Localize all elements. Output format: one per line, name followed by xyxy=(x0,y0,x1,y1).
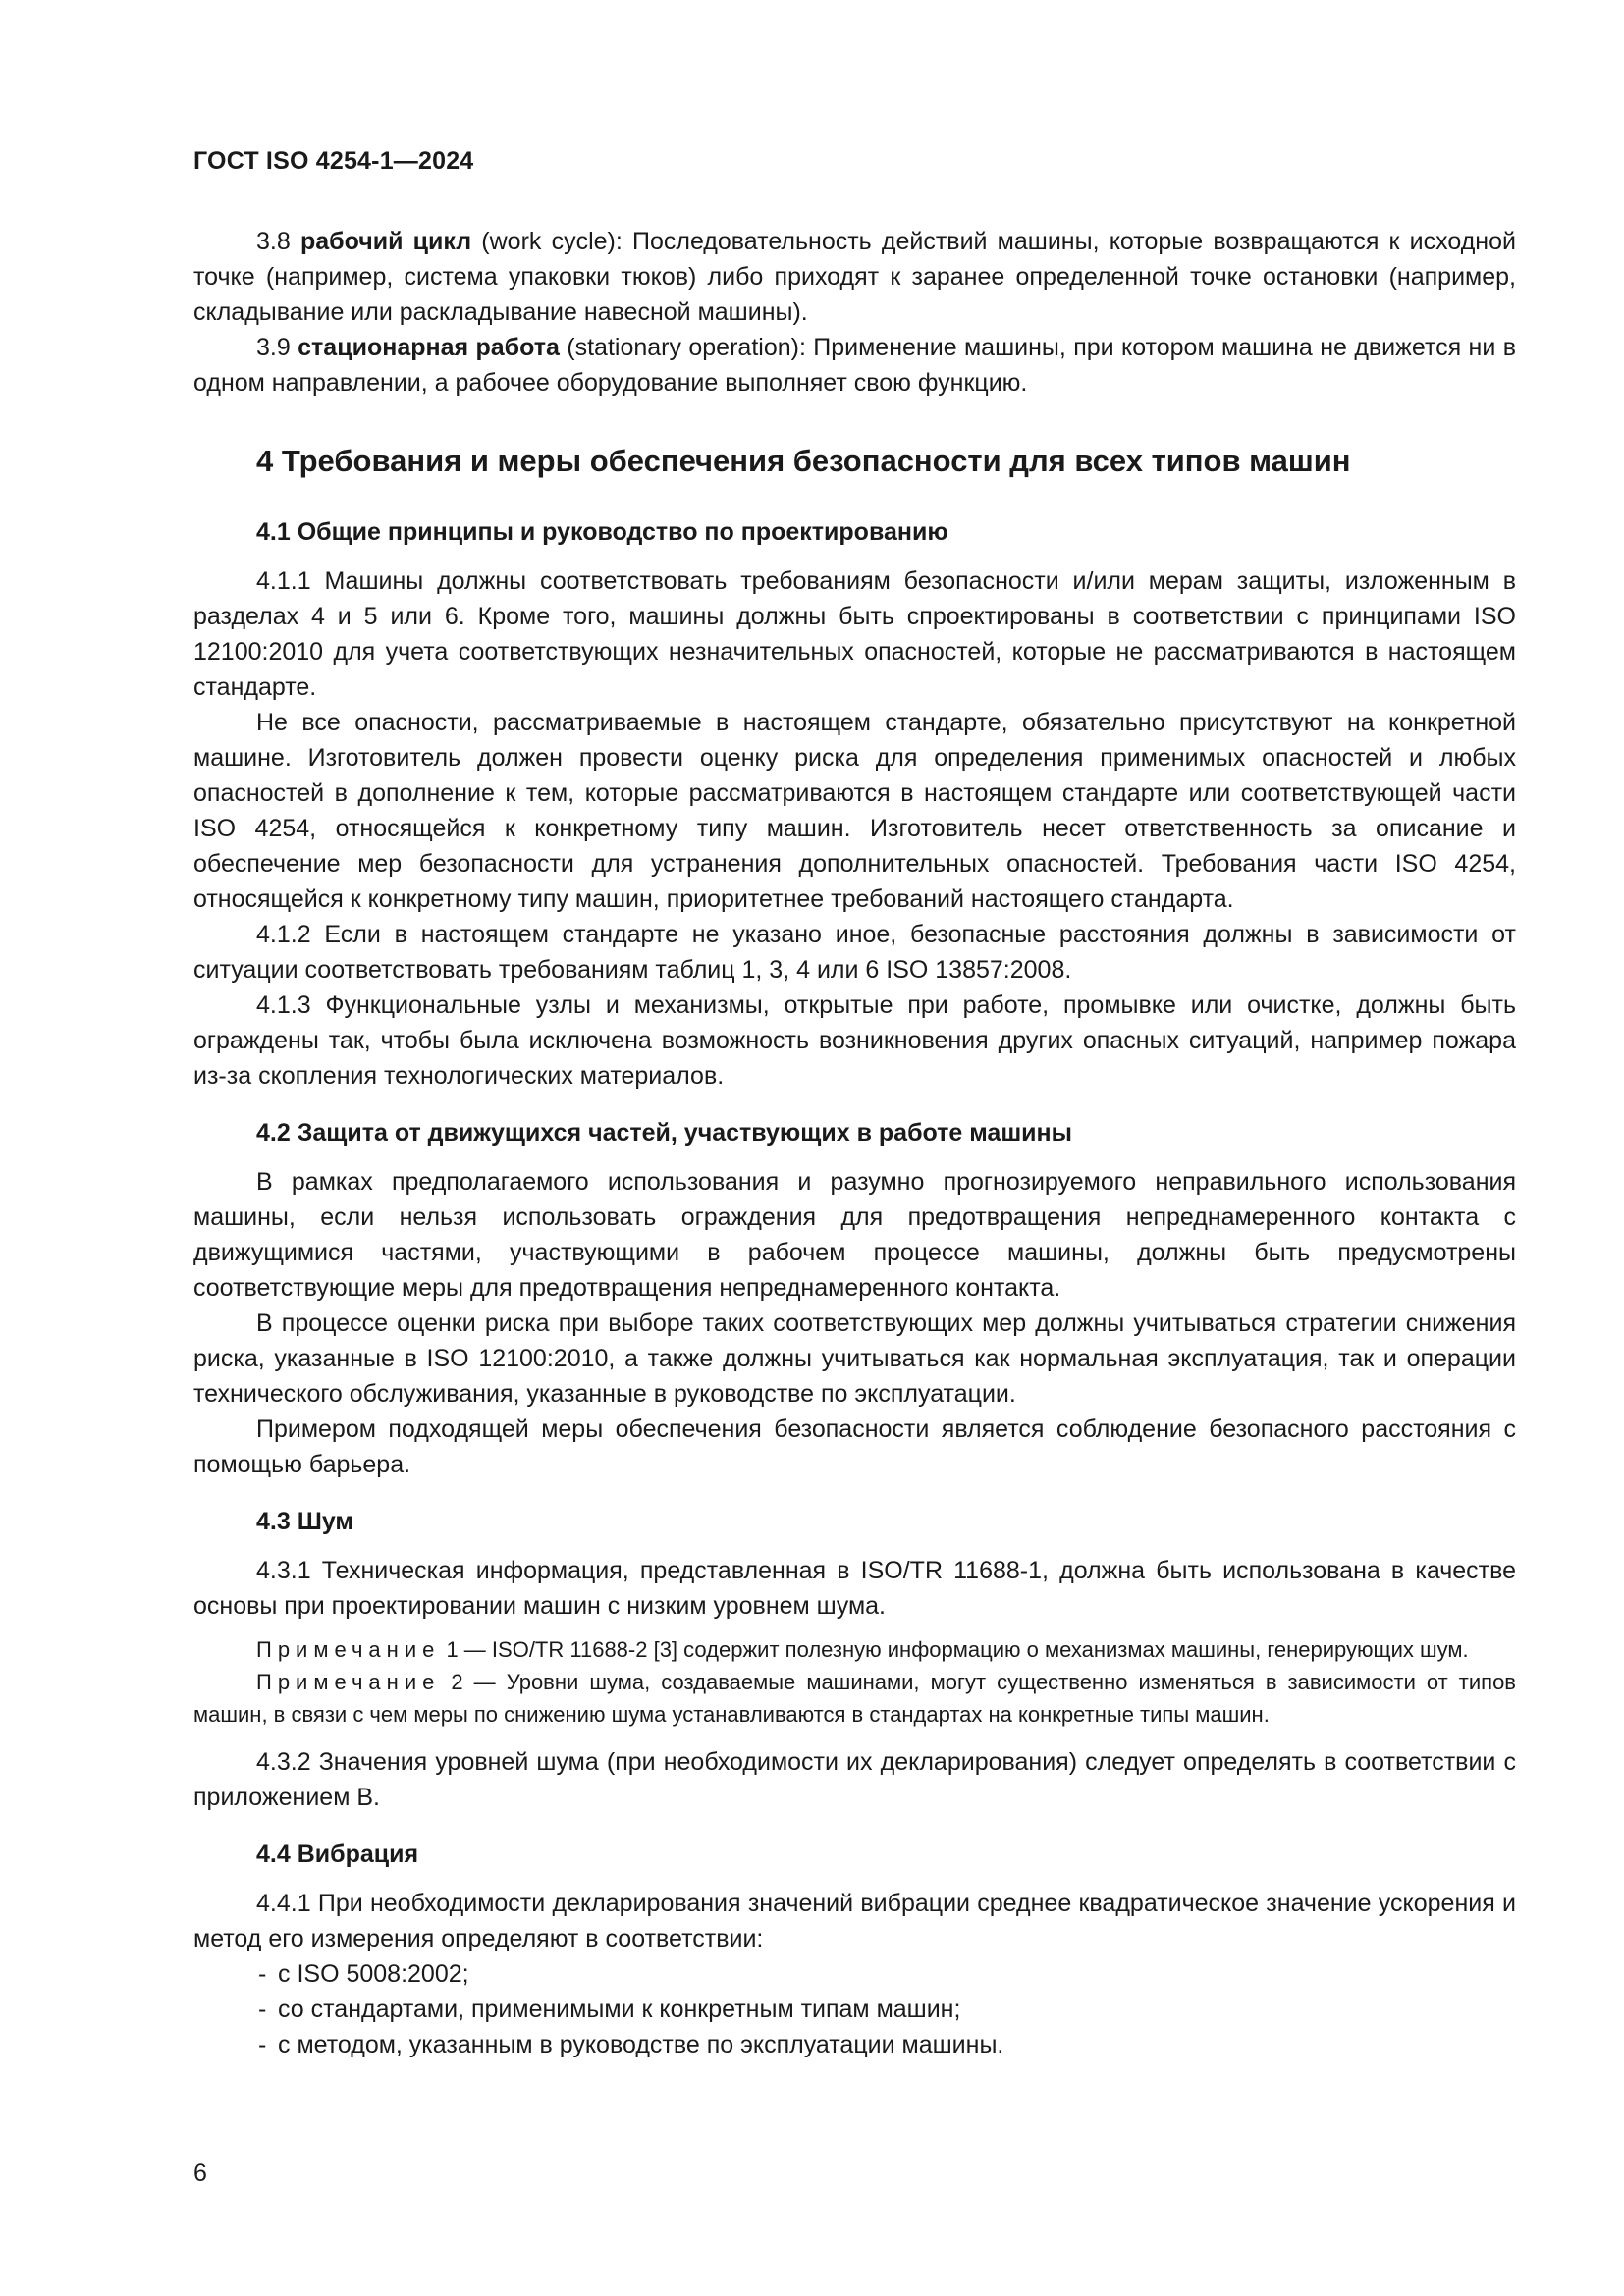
list-item-text: с методом, указанным в руководстве по эксплуатации машины. xyxy=(278,2031,1004,2058)
requirements-list xyxy=(193,1956,1516,2062)
subsection-4-2-heading: 4.2 Защита от движущихся частей, участвующих в работе машины xyxy=(256,1119,1072,1147)
notes xyxy=(193,1633,1516,1731)
note-text: 1 — ISO/TR 11688-2 [3] содержит полезную информацию о механизмах машины, генерирующих шум. xyxy=(440,1637,1469,1662)
paragraph: 4.4.1 При необходимости декларирования значений вибрации среднее квадратическое значение ускорения и метод его измерения определяют в соответствии: xyxy=(193,1890,1516,1952)
definition-text: (work cycle): Последовательность действий машины, которые возвращаются к исходной точке (например, система упаковки тюков) либо приходят к заранее определенной точке остановки (например, складывание или раскладывание навесной машины). xyxy=(193,228,1516,326)
list-item xyxy=(193,2027,1516,2062)
paragraph: 4.1.1 Машины должны соответствовать требованиям безопасности и/или мерам защиты, изложенным в разделах 4 и 5 или 6. Кроме того, машины должны быть спроектированы в соответствии с принципами ISO 12100:2010 для учета соответствующих незначительных опасностей, которые не рассматриваются в настоящем стандарте. xyxy=(193,567,1516,701)
note-label: Примечание xyxy=(256,1670,441,1694)
list-item-text: с ISO 5008:2002; xyxy=(278,1960,469,1988)
subsection-4-4-heading: 4.4 Вибрация xyxy=(256,1841,419,1868)
section-4-heading: 4 Требования и меры обеспечения безопасности для всех типов машин xyxy=(256,444,1351,478)
list-item xyxy=(193,1956,1516,1992)
paragraph: 4.1.2 Если в настоящем стандарте не указано иное, безопасные расстояния должны в зависимости от ситуации соответствовать требованиям таблиц 1, 3, 4 или 6 ISO 13857:2008. xyxy=(193,921,1516,984)
note-text: 2 — Уровни шума, создаваемые машинами, могут существенно изменяться в зависимости от типов машин, в связи с чем меры по снижению шума устанавливаются в стандартах на конкретные типы машин. xyxy=(193,1670,1516,1727)
clause-3-8 xyxy=(193,224,1516,330)
list-item xyxy=(193,1992,1516,2027)
paragraph: В процессе оценки риска при выборе таких соответствующих мер должны учитываться стратегии снижения риска, указанные в ISO 12100:2010, а также должны учитываться как нормальная эксплуатация, так и операции технического обслуживания, указанные в руководстве по эксплуатации. xyxy=(193,1309,1516,1408)
note-2 xyxy=(193,1666,1516,1731)
paragraph: 4.3.2 Значения уровней шума (при необходимости их декларирования) следует определять в соответствии с приложением В. xyxy=(193,1748,1516,1811)
term: рабочий цикл xyxy=(299,228,472,255)
list-dash: - xyxy=(258,1960,267,1988)
list-item-text: со стандартами, применимыми к конкретным типам машин; xyxy=(278,1996,961,2023)
paragraph: В рамках предполагаемого использования и разумно прогнозируемого неправильного использования машины, если нельзя использовать ограждения для предотвращения непреднамеренного контакта с движущимися частями, участвующими в рабочем процессе машины, должны быть предусмотрены соответствующие меры для предотвращения непреднамеренного контакта. xyxy=(193,1168,1516,1302)
term: стационарная работа xyxy=(298,334,560,361)
subsection-4-3-heading: 4.3 Шум xyxy=(256,1508,353,1535)
paragraph: 4.3.1 Техническая информация, представленная в ISO/TR 11688-1, должна быть использована в качестве основы при проектировании машин с низким уровнем шума. xyxy=(193,1557,1516,1620)
paragraph: Не все опасности, рассматриваемые в настоящем стандарте, обязательно присутствуют на конкретной машине. Изготовитель должен провести оценку риска для определения применимых опасностей и любых опасностей в дополнение к тем, которые рассматриваются в настоящем стандарте или соответствующей части ISO 4254, относящейся к конкретному типу машин. Изготовитель несет ответственность за описание и обеспечение мер безопасности для устранения дополнительных опасностей. Требования части ISO 4254, относящейся к конкретному типу машин, приоритетнее требований настоящего стандарта. xyxy=(193,709,1516,913)
document-header: ГОСТ ISO 4254-1—2024 xyxy=(193,147,474,175)
page-number: 6 xyxy=(193,2160,207,2187)
clause-3-9 xyxy=(193,330,1516,400)
clause-number: 3.8 xyxy=(256,228,291,255)
list-dash: - xyxy=(258,2031,267,2058)
document-body xyxy=(193,224,1516,2062)
subsection-4-1-heading: 4.1 Общие принципы и руководство по проектированию xyxy=(256,518,948,546)
note-label: Примечание xyxy=(256,1637,441,1662)
note-1 xyxy=(193,1633,1516,1666)
definition-text: (stationary operation): Применение машины, при котором машина не движется ни в одном направлении, а рабочее оборудование выполняет свою функцию. xyxy=(193,334,1516,397)
list-dash: - xyxy=(258,1996,267,2023)
paragraph: 4.1.3 Функциональные узлы и механизмы, открытые при работе, промывке или очистке, должны быть ограждены так, чтобы была исключена возможность возникновения других опасных ситуаций, например пожара из-за скопления технологических материалов. xyxy=(193,991,1516,1090)
clause-number: 3.9 xyxy=(256,334,291,361)
paragraph: Примером подходящей меры обеспечения безопасности является соблюдение безопасного расстояния с помощью барьера. xyxy=(193,1415,1516,1478)
